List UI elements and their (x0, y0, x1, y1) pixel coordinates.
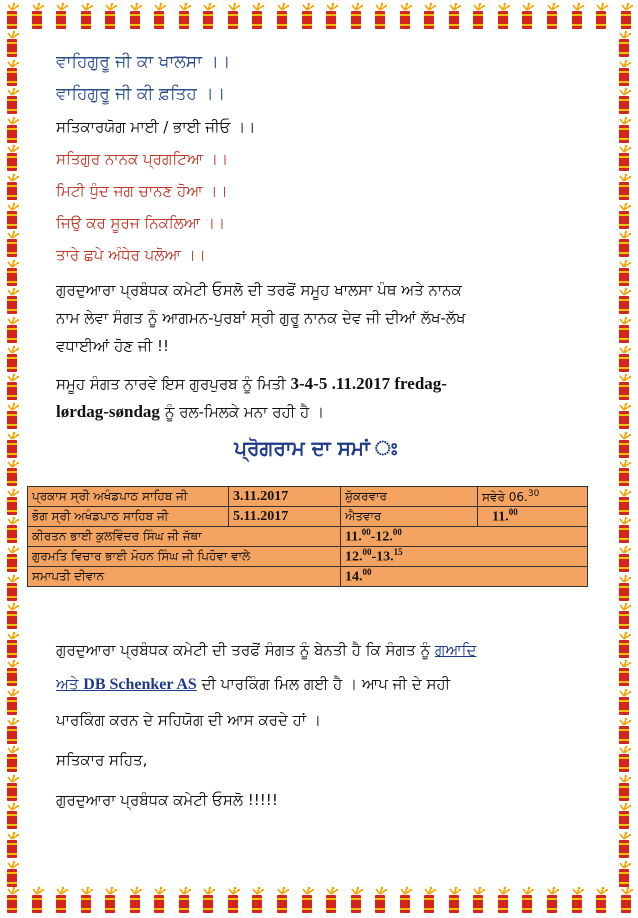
firecracker-icon (493, 886, 513, 914)
time-value: 11. (492, 509, 509, 525)
firecracker-icon (2, 688, 22, 716)
border-left (2, 30, 24, 888)
firecracker-icon (614, 259, 634, 287)
firecracker-icon (2, 831, 22, 859)
firecracker-icon (2, 116, 22, 144)
border-top (0, 2, 638, 32)
time-start-sup: 00 (361, 527, 371, 538)
firecracker-icon (616, 2, 636, 30)
firecracker-icon (223, 886, 243, 914)
firecracker-icon (614, 860, 634, 888)
border-right (614, 30, 636, 888)
firecracker-icon (542, 886, 562, 914)
firecracker-icon (125, 886, 145, 914)
day-cell: ਸ਼ੁੱਕਰਵਾਰ (341, 487, 478, 507)
firecracker-icon (198, 2, 218, 30)
firecracker-icon (100, 886, 120, 914)
date-cell: 5.11.2017 (229, 507, 341, 527)
celebration-suffix: ਨੂੰ ਰਲ-ਮਿਲਕੇ ਮਨਾ ਰਹੀ ਹੈ । (159, 403, 325, 421)
closing-regards: ਸਤਿਕਾਰ ਸਹਿਤ, (56, 751, 148, 769)
firecracker-icon (2, 602, 22, 630)
notice-part2: ਦੀ ਪਾਰਕਿੰਗ ਮਿਲ ਗਈ ਹੈ । ਆਪ ਜੀ ਦੇ ਸਹੀ (196, 675, 451, 693)
firecracker-icon (614, 659, 634, 687)
notice-section (56, 636, 576, 814)
time-end: -12. (370, 529, 393, 545)
firecracker-icon (591, 2, 611, 30)
firecracker-icon (2, 345, 22, 373)
greeting-line-3: ਸਤਿਕਾਰਯੋਗ ਮਾਈ / ਭਾਈ ਜੀਓ ।। (56, 118, 256, 136)
firecracker-icon (2, 717, 22, 745)
firecracker-icon (2, 745, 22, 773)
firecracker-icon (247, 886, 267, 914)
firecracker-icon (125, 2, 145, 30)
time-sup: 00 (508, 507, 518, 518)
firecracker-icon (174, 886, 194, 914)
verse-line-2: ਮਿਟੀ ਧੁੰਦ ਜਗ ਚਾਨਣ ਹੋਆ ।। (56, 182, 228, 200)
time-label: ਸਵੇਰੇ (482, 489, 509, 504)
program-heading: ਪ੍ਰੋਗਰਾਮ ਦਾ ਸਮਾਂ ਃ (234, 436, 398, 460)
firecracker-icon (27, 886, 47, 914)
celebration-days: lørdag-søndag (56, 402, 160, 421)
firecracker-icon (567, 886, 587, 914)
firecracker-icon (2, 373, 22, 401)
firecracker-icon (2, 287, 22, 315)
firecracker-icon (2, 30, 22, 58)
firecracker-icon (614, 144, 634, 172)
time-cell (341, 547, 588, 567)
firecracker-icon (614, 774, 634, 802)
date-cell: 3.11.2017 (229, 487, 341, 507)
firecracker-icon (614, 202, 634, 230)
firecracker-icon (614, 30, 634, 58)
firecracker-icon (2, 860, 22, 888)
time-start-sup: 00 (362, 547, 372, 558)
firecracker-icon (370, 886, 390, 914)
firecracker-icon (419, 2, 439, 30)
table-row (28, 507, 588, 527)
firecracker-icon (321, 2, 341, 30)
firecracker-icon (614, 431, 634, 459)
time-end-sup: 15 (393, 547, 403, 558)
firecracker-icon (198, 886, 218, 914)
table-row (28, 487, 588, 507)
time-sup: 30 (527, 488, 540, 499)
firecracker-icon (2, 87, 22, 115)
firecracker-icon (614, 488, 634, 516)
greeting-line-1: ਵਾਹਿਗੁਰੂ ਜੀ ਕਾ ਖਾਲਸਾ ।। (56, 52, 231, 72)
notice-part1: ਗੁਰਦੁਆਰਾ ਪ੍ਰਬੰਧਕ ਕਮੇਟੀ ਦੀ ਤਰਫੋਂ ਸੰਗਤ ਨੂੰ ਬੇਨਤੀ ਹੈ ਕਿ ਸੰਗਤ ਨੂੰ (56, 641, 435, 659)
firecracker-icon (614, 516, 634, 544)
firecracker-icon (517, 886, 537, 914)
time-end-sup: 00 (392, 527, 402, 538)
firecracker-icon (2, 574, 22, 602)
border-bottom (0, 886, 638, 916)
firecracker-icon (149, 886, 169, 914)
firecracker-icon (346, 2, 366, 30)
time-cell (478, 507, 588, 527)
firecracker-icon (614, 602, 634, 630)
firecracker-icon (2, 488, 22, 516)
letter-body (56, 52, 576, 460)
firecracker-icon (2, 659, 22, 687)
event-cell: ਕੀਰਤਨ ਭਾਈ ਕੁਲਵਿੰਦਰ ਸਿੰਘ ਜੀ ਜੱਥਾ (28, 527, 341, 547)
time-cell (341, 567, 588, 587)
firecracker-icon (272, 2, 292, 30)
firecracker-icon (2, 459, 22, 487)
firecracker-icon (2, 774, 22, 802)
firecracker-icon (2, 59, 22, 87)
firecracker-icon (223, 2, 243, 30)
firecracker-icon (614, 116, 634, 144)
firecracker-icon (100, 2, 120, 30)
firecracker-icon (614, 745, 634, 773)
firecracker-icon (370, 2, 390, 30)
firecracker-icon (614, 287, 634, 315)
firecracker-icon (2, 886, 22, 914)
event-cell: ਸਮਾਪਤੀ ਦੀਵਾਨ (28, 567, 341, 587)
intro-line-2: ਨਾਮ ਲੇਵਾ ਸੰਗਤ ਨੂੰ ਆਗਮਨ-ਪੁਰਬਾਂ ਸ੍ਰੀ ਗੁਰੂ ਨਾਨਕ ਦੇਵ ਜੀ ਦੀਆਂ ਲੱਖ-ਲੱਖ (56, 309, 466, 327)
notice-line-2 (56, 670, 576, 706)
firecracker-icon (2, 173, 22, 201)
celebration-line-2 (56, 398, 576, 436)
firecracker-icon (2, 2, 22, 30)
firecracker-icon (614, 345, 634, 373)
firecracker-icon (395, 2, 415, 30)
firecracker-icon (2, 144, 22, 172)
firecracker-icon (614, 402, 634, 430)
firecracker-icon (174, 2, 194, 30)
firecracker-icon (567, 2, 587, 30)
firecracker-icon (444, 2, 464, 30)
firecracker-icon (493, 2, 513, 30)
firecracker-icon (346, 886, 366, 914)
firecracker-icon (2, 402, 22, 430)
firecracker-icon (297, 886, 317, 914)
firecracker-icon (591, 886, 611, 914)
celebration-line-1 (56, 370, 576, 398)
firecracker-icon (614, 688, 634, 716)
parking-link-1[interactable]: ਗਆਦਿ (434, 641, 477, 659)
firecracker-icon (51, 2, 71, 30)
event-cell: ਭੋਗ ਸ੍ਰੀ ਅਖੰਡਪਾਠ ਸਾਹਿਬ ਜੀ (28, 507, 229, 527)
db-schenker-link[interactable]: DB Schenker AS (83, 676, 197, 693)
firecracker-icon (321, 886, 341, 914)
celebration-dates: 3-4-5 .11.2017 fredag- (290, 374, 447, 393)
firecracker-icon (2, 631, 22, 659)
firecracker-icon (614, 59, 634, 87)
day-cell: ਐਤਵਾਰ (341, 507, 478, 527)
firecracker-icon (2, 230, 22, 258)
firecracker-icon (2, 316, 22, 344)
firecracker-icon (76, 886, 96, 914)
firecracker-icon (468, 886, 488, 914)
firecracker-icon (247, 2, 267, 30)
time-cell (341, 527, 588, 547)
parking-link-2a[interactable]: ਅਤੇ (56, 675, 84, 693)
time-start: 14. (345, 569, 363, 585)
event-cell: ਪ੍ਰਕਾਸ ਸ੍ਰੀ ਅਖੰਡਪਾਠ ਸਾਹਿਬ ਜੀ (28, 487, 229, 507)
firecracker-icon (542, 2, 562, 30)
firecracker-icon (272, 886, 292, 914)
firecracker-icon (419, 886, 439, 914)
firecracker-icon (614, 802, 634, 830)
time-value: 06. (508, 489, 528, 504)
firecracker-icon (614, 545, 634, 573)
firecracker-icon (614, 831, 634, 859)
firecracker-icon (51, 886, 71, 914)
firecracker-icon (2, 545, 22, 573)
verse-line-4: ਤਾਰੇ ਛਪੇ ਅੰਧੇਰ ਪਲੋਆ ।। (56, 246, 206, 264)
firecracker-icon (614, 631, 634, 659)
notice-line-1 (56, 636, 576, 670)
time-end: -13. (371, 549, 394, 565)
time-start-sup: 00 (362, 567, 372, 578)
program-table (27, 486, 588, 587)
firecracker-icon (614, 316, 634, 344)
firecracker-icon (614, 230, 634, 258)
firecracker-icon (149, 2, 169, 30)
greeting-line-2: ਵਾਹਿਗੁਰੂ ਜੀ ਕੀ ਫ਼ਤਿਹ ।। (56, 84, 226, 104)
intro-line-3: ਵਧਾਈਆਂ ਹੋਣ ਜੀ !! (56, 337, 170, 355)
firecracker-icon (468, 2, 488, 30)
firecracker-icon (2, 202, 22, 230)
event-cell: ਗੁਰਮਤਿ ਵਿਚਾਰ ਭਾਈ ਮੋਹਨ ਸਿੰਘ ਜੀ ਪਿਹੋਵਾ ਵਾਲੇ (28, 547, 341, 567)
closing-signature: ਗੁਰਦੁਆਰਾ ਪ੍ਰਬੰਧਕ ਕਮੇਟੀ ਓਸਲੋ !!!!! (56, 791, 278, 809)
firecracker-icon (2, 802, 22, 830)
firecracker-icon (614, 87, 634, 115)
firecracker-icon (76, 2, 96, 30)
table-row (28, 527, 588, 547)
table-row (28, 547, 588, 567)
firecracker-icon (517, 2, 537, 30)
firecracker-icon (614, 574, 634, 602)
intro-line-1: ਗੁਰਦੁਆਰਾ ਪ੍ਰਬੰਧਕ ਕਮੇਟੀ ਓਸਲੋ ਦੀ ਤਰਫੋਂ ਸਮੂਹ ਖਾਲਸਾ ਪੰਥ ਅਤੇ ਨਾਨਕ (56, 281, 462, 299)
firecracker-icon (395, 886, 415, 914)
firecracker-icon (614, 373, 634, 401)
verse-line-3: ਜਿਉ ਕਰ ਸੂਰਜ ਨਿਕਲਿਆ ।। (56, 214, 226, 232)
firecracker-icon (297, 2, 317, 30)
time-cell (478, 487, 588, 507)
firecracker-icon (2, 516, 22, 544)
firecracker-icon (614, 173, 634, 201)
time-start: 11. (345, 529, 362, 545)
verse-line-1: ਸਤਿਗੁਰ ਨਾਨਕ ਪ੍ਰਗਟਿਆ ।। (56, 150, 229, 168)
celebration-prefix: ਸਮੂਹ ਸੰਗਤ ਨਾਰਵੇ ਇਸ ਗੁਰਪੁਰਬ ਨੂੰ ਮਿਤੀ (56, 375, 291, 393)
time-start: 12. (345, 549, 363, 565)
firecracker-icon (616, 886, 636, 914)
firecracker-icon (444, 886, 464, 914)
firecracker-icon (614, 459, 634, 487)
firecracker-icon (614, 717, 634, 745)
notice-line-3: ਪਾਰਕਿੰਗ ਕਰਨ ਦੇ ਸਹਿਯੋਗ ਦੀ ਆਸ ਕਰਦੇ ਹਾਂ । (56, 711, 322, 729)
firecracker-icon (2, 431, 22, 459)
firecracker-icon (2, 259, 22, 287)
firecracker-icon (27, 2, 47, 30)
table-row (28, 567, 588, 587)
